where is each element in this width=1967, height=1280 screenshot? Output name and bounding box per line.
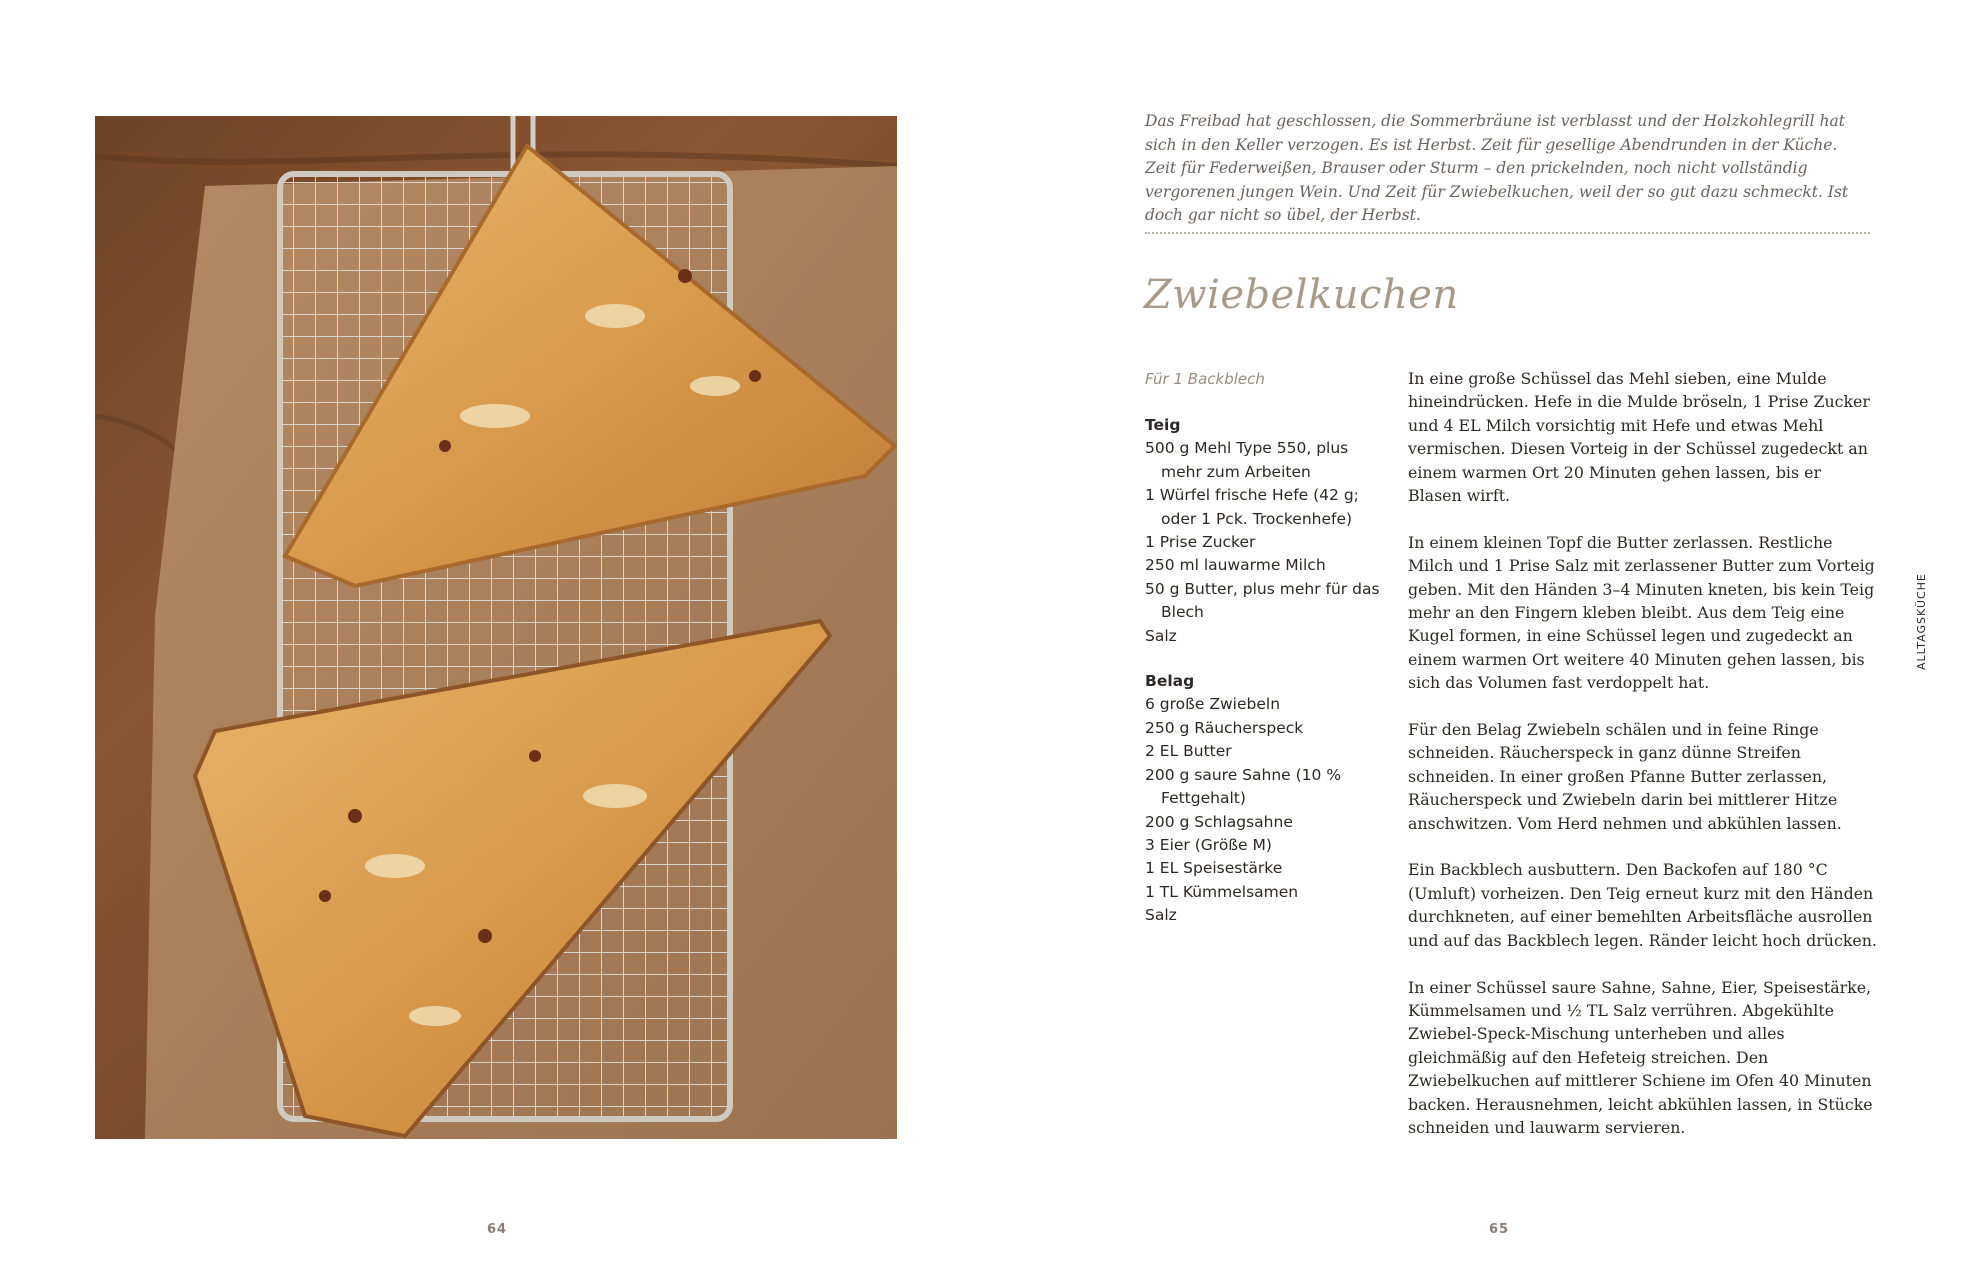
page-number-left: 64 [487,1222,508,1237]
left-page [0,0,983,1280]
section-label: ALLTAGSKÜCHE [1915,573,1928,670]
ingredient-item: 1 Würfel frische Hefe (42 g; oder 1 Pck. Trockenhefe) [1145,486,1359,528]
ingredient-item: 3 Eier (Größe M) [1145,835,1272,854]
ingredient-item: 1 Prise Zucker [1145,533,1256,552]
ingredient-item: 1 TL Kümmelsamen [1145,882,1299,901]
step-paragraph: Für den Belag Zwiebeln schälen und in feine Ringe schneiden. Räucherspeck in ganz dünne Streifen schneiden. In einer großen Pfanne Butter zerlassen, Räucherspeck und Zwiebeln darin bei mittlerer Hitze anschwitzen. Vom Herd nehmen und abkühlen lassen. [1408,720,1842,833]
preparation-steps [1408,367,1878,1163]
ingredient-item: 200 g Schlagsahne [1145,812,1293,831]
ingredient-item: 500 g Mehl Type 550, plus mehr zum Arbeiten [1145,439,1349,481]
ingredient-list [1145,437,1380,648]
ingredient-group-heading: Belag [1145,672,1195,691]
ingredient-item: 250 g Räucherspeck [1145,718,1304,737]
step-paragraph: Ein Backblech ausbuttern. Den Backofen auf 180 °C (Umluft) vorheizen. Den Teig erneut kurz mit den Händen durchkneten, auf einer bemehlten Arbeitsfläche ausrollen und auf das Backblech legen. Ränder leicht hoch drücken. [1408,860,1877,950]
ingredient-item: 50 g Butter, plus mehr für das Blech [1145,579,1380,622]
photo-illustration [95,116,897,1139]
intro-text: Das Freibad hat geschlossen, die Sommerbräune ist verblasst und der Holzkohlegrill hat sich in den Keller verzogen. Es ist Herbst. Zeit für gesellige Abendrunden in der Küche. Zeit für Federweißen, Brauser oder Sturm – den prickelnden, noch nicht vollständig vergorenen jungen Wein. Und Zeit für Zwiebelkuchen, weil der so gut dazu schmeckt. Ist doch gar nicht so übel, der Herbst. [1145,112,1849,224]
ingredient-item: Salz [1145,626,1177,645]
ingredient-item: Salz [1145,906,1177,925]
ingredient-group-topping [1145,670,1380,927]
step-paragraph: In einer Schüssel saure Sahne, Sahne, Eier, Speisestärke, Kümmelsamen und ½ TL Salz verrühren. Abgekühlte Zwiebel-Speck-Mischung unterheben und alles gleichmäßig auf den Hefeteig streichen. Den Zwiebelkuchen auf mittlerer Schiene im Ofen 40 Minuten backen. Herausnehmen, leicht abkühlen lassen, in Stücke schneiden und lauwarm servieren. [1408,977,1873,1137]
ingredient-item: 2 EL Butter [1145,742,1232,761]
ingredient-group-heading: Teig [1145,416,1181,434]
ingredient-item: 200 g saure Sahne (10 % Fettgehalt) [1145,765,1342,808]
ingredient-item: 1 EL Speisestärke [1145,859,1283,878]
ingredient-item: 6 große Zwiebeln [1145,695,1281,714]
ingredients [1145,414,1380,928]
right-page [983,0,1967,1280]
dotted-divider [1145,232,1870,234]
step-paragraph: In einem kleinen Topf die Butter zerlassen. Restliche Milch und 1 Prise Salz mit zerlassener Butter zum Vorteig geben. Mit den Händen 3–4 Minuten kneten, bis kein Teig mehr an den Fingern kleben bleibt. Aus dem Teig eine Kugel formen, in eine Schüssel legen und zugedeckt an einem warmen Ort weitere 40 Minuten gehen lassen, bis sich das Volumen fast verdoppelt hat. [1408,532,1875,693]
step-paragraph: In eine große Schüssel das Mehl sieben, eine Mulde hineindrücken. Hefe in die Mulde bröseln, 1 Prise Zucker und 4 EL Milch vorsichtig mit Hefe und etwas Mehl vermischen. Diesen Vorteig in der Schüssel zugedeckt an einem warmen Ort 20 Minuten gehen lassen, bis er Blasen wirft. [1408,369,1870,506]
onion-tart-photo [95,116,897,1139]
recipe-title: Zwiebelkuchen [1144,272,1459,318]
recipe-yield: Für 1 Backblech [1145,370,1265,388]
ingredient-item: 250 ml lauwarme Milch [1145,556,1326,575]
page-number-right: 65 [1489,1222,1510,1237]
ingredient-list [1145,693,1380,927]
ingredient-group-dough [1145,414,1380,648]
